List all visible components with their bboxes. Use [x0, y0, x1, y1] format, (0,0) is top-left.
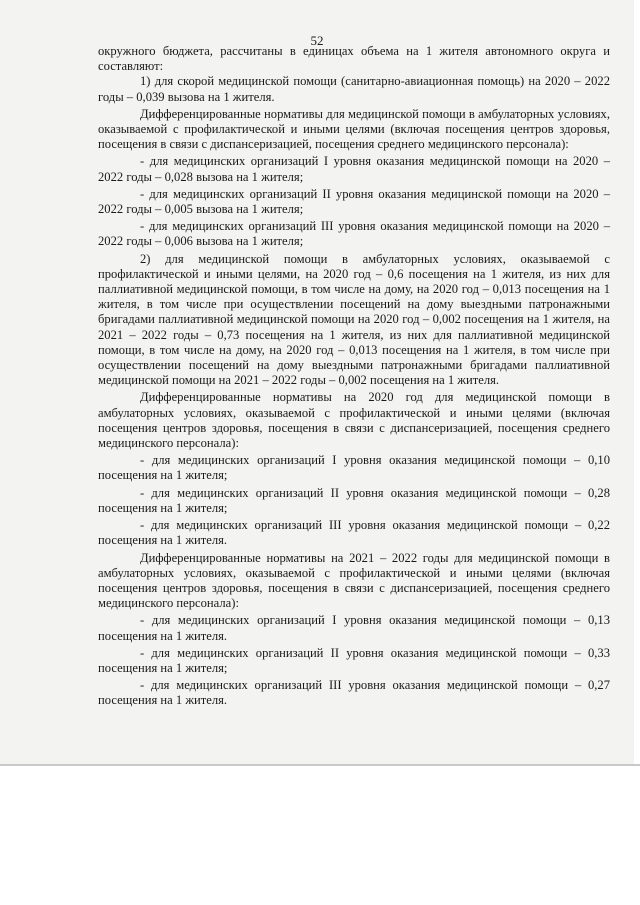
list-item: - для медицинских организаций II уровня оказания медицинской помощи на 2020 – 2022 годы – 0,005 вызова на 1 жителя;: [98, 186, 610, 217]
paragraph: 2) для медицинской помощи в амбулаторных условиях, оказываемой с профилактической и иными целями, на 2020 год – 0,6 посещения на 1 жителя, из них для паллиативной медицинской помощи, в том числе на дому, на 2020 год – 0,013 посещения на 1 жителя, в том числе при осуществлении посещений на дому выездными патронажными бригадами паллиативной медицинской помощи на 2020 год – 0,002 посещения на 1 жителя, на 2021 – 2022 годы – 0,73 посещения на 1 жителя, из них для паллиативной медицинской помощи, в том числе на дому, на 2020 год – 0,013 посещения на 1 жителя, в том числе при осуществлении посещений на дому выездными патронажными бригадами паллиативной медицинской помощи на 2021 – 2022 годы – 0,002 посещения на 1 жителя.: [98, 251, 610, 388]
paragraph: 1) для скорой медицинской помощи (санитарно-авиационная помощь) на 2020 – 2022 годы – 0,039 вызова на 1 жителя.: [98, 74, 610, 104]
page-edge-divider: [0, 764, 640, 766]
list-item: - для медицинских организаций I уровня оказания медицинской помощи на 2020 – 2022 годы – 0,028 вызова на 1 жителя;: [98, 154, 610, 184]
list-item: - для медицинских организаций II уровня оказания медицинской помощи – 0,33 посещения на 1 жителя;: [98, 645, 610, 675]
page-body: [98, 44, 610, 709]
page-number: 52: [310, 33, 324, 48]
paragraph: окружного бюджета, рассчитаны в единицах объема на 1 жителя автономного округа и составляют:: [98, 44, 610, 74]
list-item: - для медицинских организаций III уровня оказания медицинской помощи на 2020 – 2022 годы – 0,006 вызова на 1 жителя;: [98, 219, 610, 249]
paragraph: Дифференцированные нормативы на 2020 год для медицинской помощи в амбулаторных условиях, оказываемой с профилактической и иными целями (включая посещения центров здоровья, посещения в связи с диспансеризацией, посещения среднего медицинского персонала):: [98, 390, 610, 451]
list-item: - для медицинских организаций I уровня оказания медицинской помощи – 0,10 посещения на 1 жителя;: [98, 453, 610, 483]
list-item: - для медицинских организаций II уровня оказания медицинской помощи – 0,28 посещения на 1 жителя;: [98, 485, 610, 515]
list-item: - для медицинских организаций I уровня оказания медицинской помощи – 0,13 посещения на 1 жителя.: [98, 613, 610, 643]
list-item: - для медицинских организаций III уровня оказания медицинской помощи – 0,22 посещения на 1 жителя.: [98, 518, 610, 548]
paragraph: Дифференцированные нормативы для медицинской помощи в амбулаторных условиях, оказываемой с профилактической и иными целями (включая посещения центров здоровья, посещения в связи с диспансеризацией, посещения среднего медицинского персонала):: [98, 106, 610, 152]
list-item: - для медицинских организаций III уровня оказания медицинской помощи – 0,27 посещения на 1 жителя.: [98, 678, 610, 708]
paragraph: Дифференцированные нормативы на 2021 – 2022 годы для медицинской помощи в амбулаторных условиях, оказываемой с профилактической и иными целями (включая посещения центров здоровья, посещения в связи с диспансеризацией, посещения среднего медицинского персонала):: [98, 550, 610, 611]
